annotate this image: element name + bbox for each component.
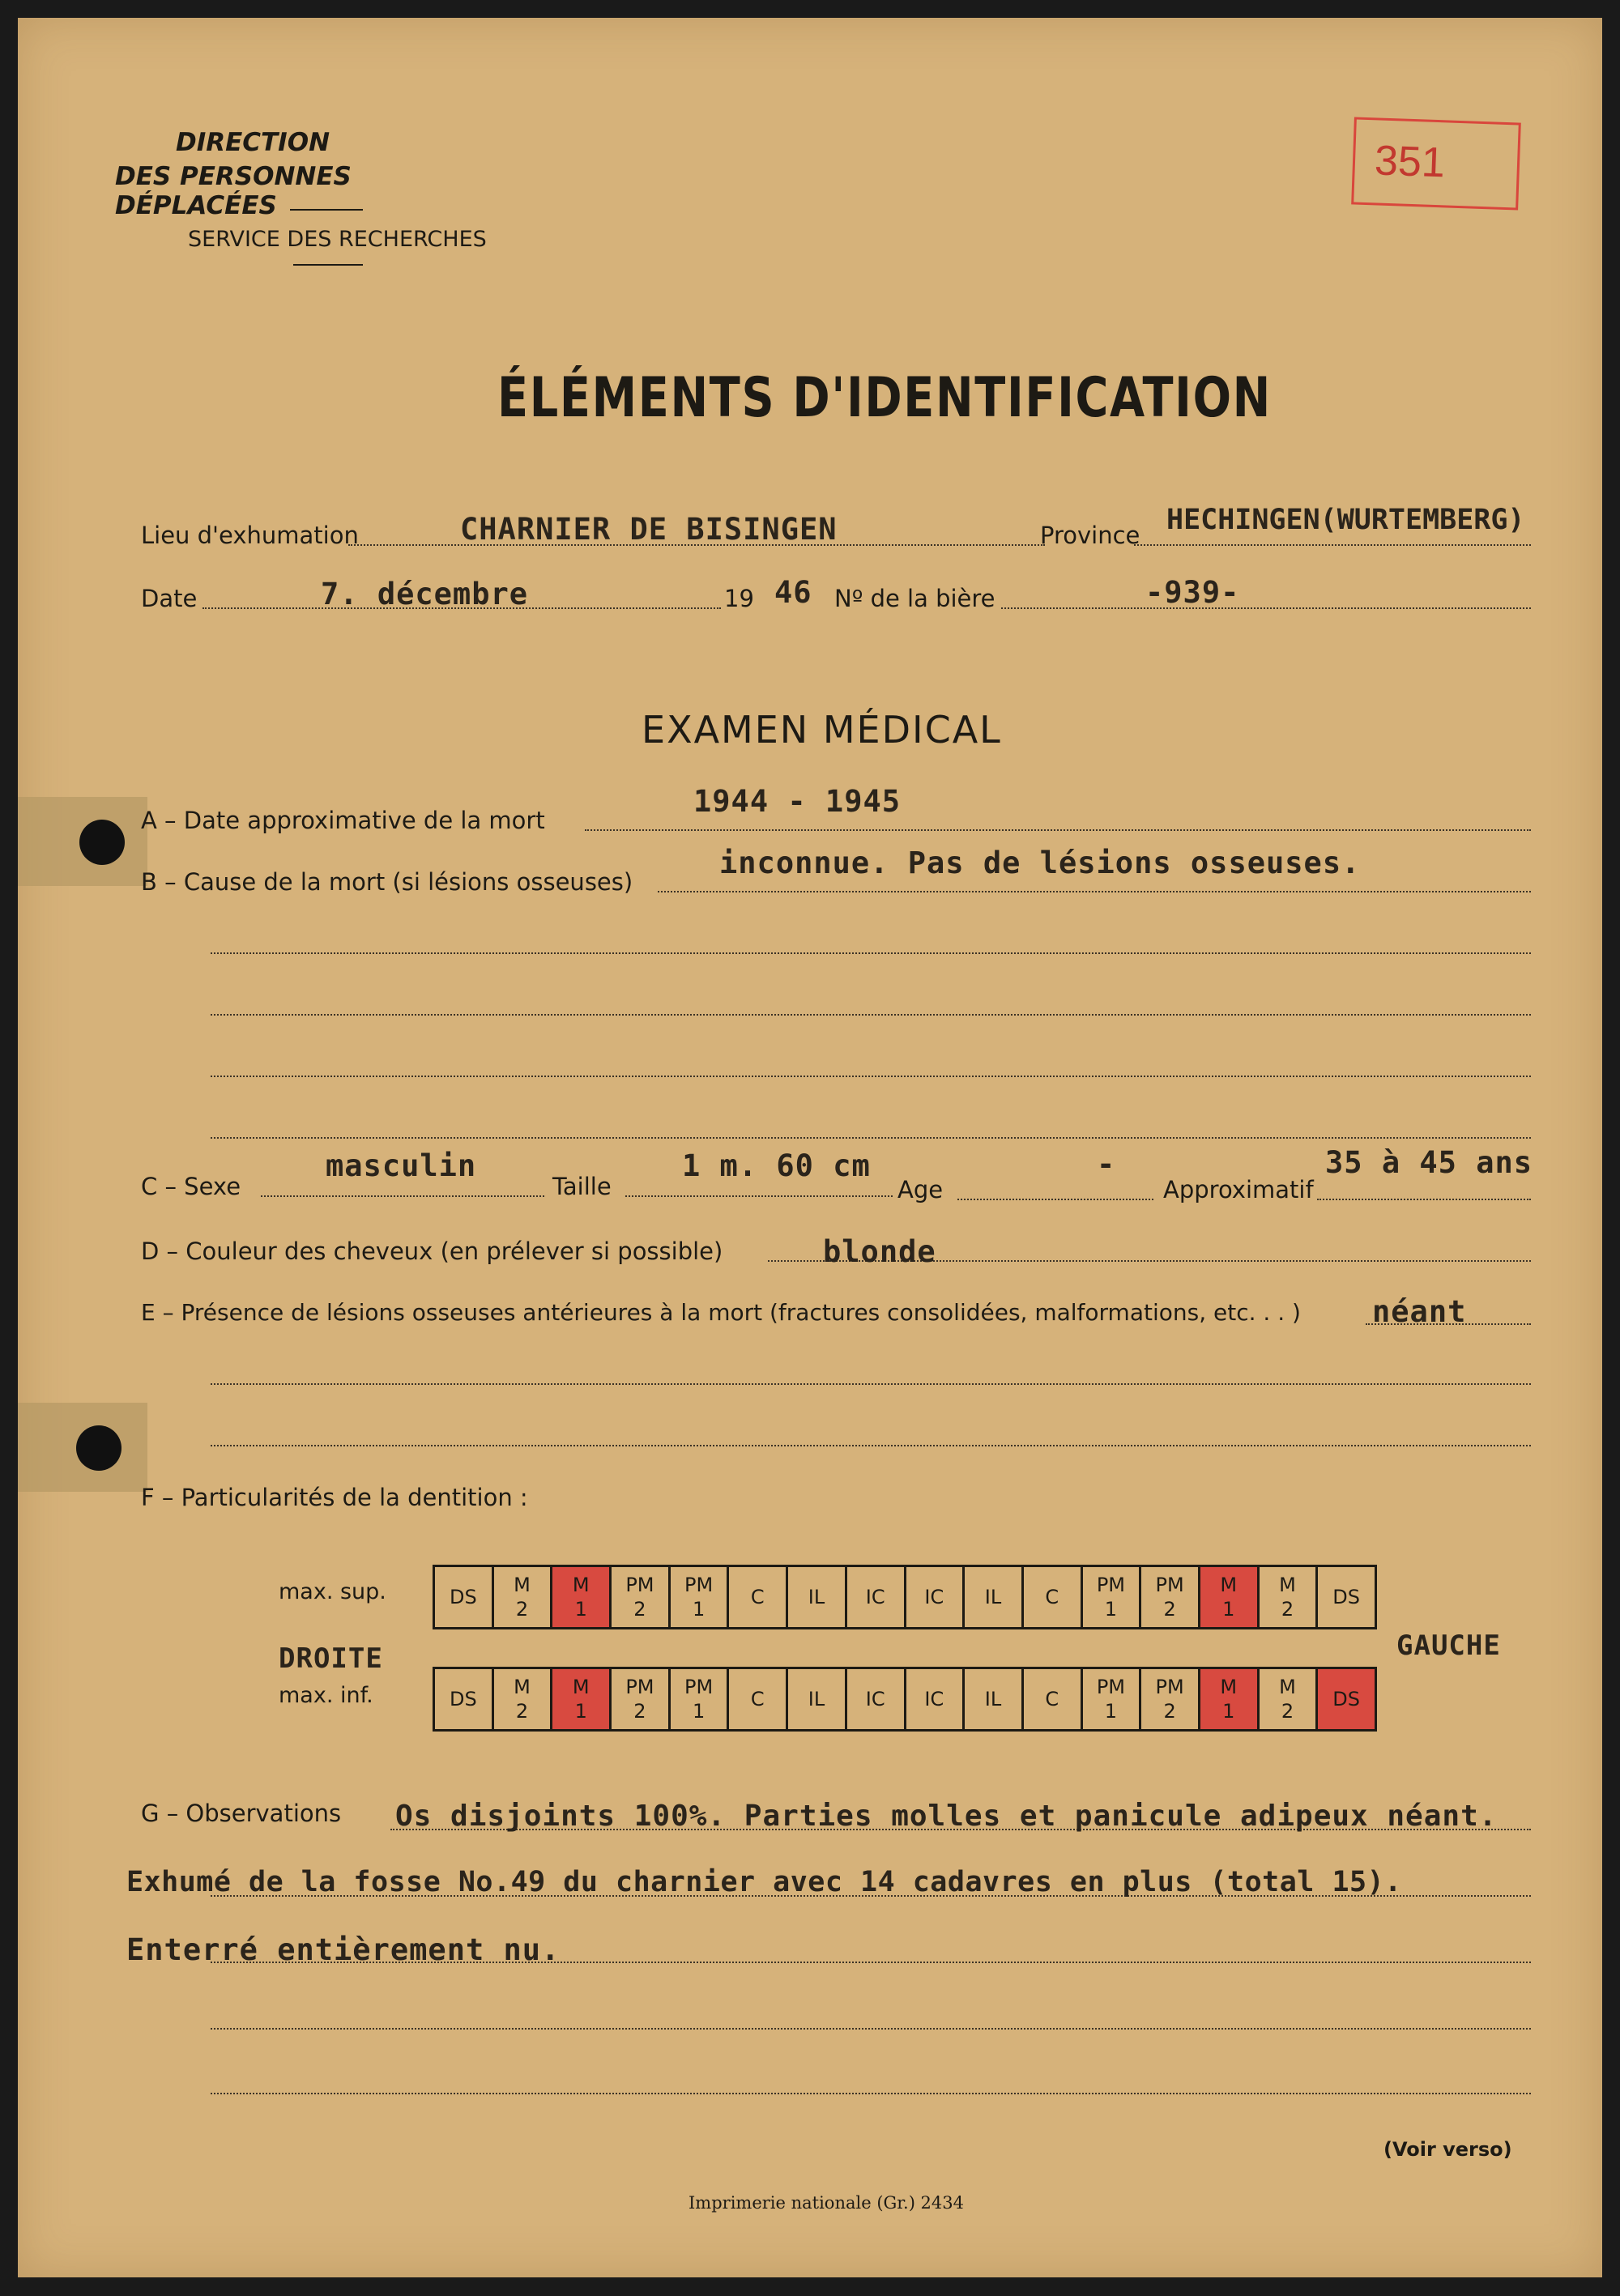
tooth-number: 1 xyxy=(1222,1700,1235,1723)
tooth-code: IC xyxy=(924,1688,944,1710)
a-value: 1944 - 1945 xyxy=(693,784,902,819)
punch-hole-bottom xyxy=(76,1425,122,1471)
tooth-number: 2 xyxy=(1163,1598,1176,1621)
service-label: SERVICE DES RECHERCHES xyxy=(188,227,487,252)
province-label: Province xyxy=(1040,522,1140,549)
e-label: E – Présence de lésions osseuses antérieures à la mort (fractures consolidées, malformations, etc. . . ) xyxy=(141,1299,1301,1326)
lower-tooth-3 xyxy=(552,1669,612,1729)
taille-value: 1 m. 60 cm xyxy=(682,1148,871,1183)
a-line xyxy=(585,829,1531,831)
province-line xyxy=(1134,544,1531,546)
tooth-number: 2 xyxy=(633,1700,646,1723)
exam-title: EXAMEN MÉDICAL xyxy=(642,708,1002,752)
lower-teeth-row xyxy=(433,1667,1377,1732)
tooth-code: C xyxy=(750,1688,765,1710)
tooth-number: 1 xyxy=(1104,1598,1118,1621)
lower-tooth-4 xyxy=(612,1669,671,1729)
taille-line xyxy=(625,1195,893,1197)
tooth-number: 1 xyxy=(574,1700,587,1723)
org-line-1: DIRECTION xyxy=(175,128,330,157)
c-label: C – Sexe xyxy=(141,1173,241,1200)
b-label: B – Cause de la mort (si lésions osseuses) xyxy=(141,868,633,896)
org-line-2: DES PERSONNES DÉPLACÉES xyxy=(115,162,352,220)
upper-tooth-16 xyxy=(1318,1567,1377,1627)
lower-tooth-9 xyxy=(906,1669,966,1729)
b-line xyxy=(658,891,1531,892)
b-extra-line-2 xyxy=(211,1014,1531,1016)
tooth-code: IL xyxy=(808,1688,825,1710)
upper-tooth-7 xyxy=(788,1567,847,1627)
tooth-code: M xyxy=(1220,1676,1238,1698)
file-number: 351 xyxy=(1374,137,1446,187)
upper-tooth-14 xyxy=(1200,1567,1260,1627)
lower-tooth-7 xyxy=(788,1669,847,1729)
g-label: G – Observations xyxy=(141,1800,342,1827)
g-value-line-2: Exhumé de la fosse No.49 du charnier avec 14 cadavres en plus (total 15). xyxy=(126,1866,1402,1898)
age-value: - xyxy=(1097,1147,1116,1182)
e-value: néant xyxy=(1372,1294,1467,1329)
tooth-code: DS xyxy=(1332,1586,1361,1608)
tooth-code: PM xyxy=(625,1676,654,1698)
b-extra-line-3 xyxy=(211,1076,1531,1077)
lower-tooth-1 xyxy=(435,1669,494,1729)
tooth-code: IL xyxy=(808,1586,825,1608)
tooth-number: 2 xyxy=(515,1700,529,1723)
lower-jaw-label: max. inf. xyxy=(279,1683,373,1708)
tooth-code: DS xyxy=(449,1688,477,1710)
tooth-number: 1 xyxy=(574,1598,587,1621)
tooth-code: PM xyxy=(684,1676,714,1698)
tooth-code: M xyxy=(1220,1574,1238,1596)
left-side-label: GAUCHE xyxy=(1396,1629,1501,1662)
upper-tooth-8 xyxy=(847,1567,906,1627)
approx-line xyxy=(1317,1199,1531,1200)
voir-verso-note: (Voir verso) xyxy=(1383,2138,1512,2161)
sexe-value: masculin xyxy=(326,1148,477,1183)
tooth-code: DS xyxy=(1332,1688,1361,1710)
tooth-code: M xyxy=(514,1676,531,1698)
upper-tooth-5 xyxy=(671,1567,730,1627)
tooth-code: PM xyxy=(1096,1676,1125,1698)
biere-label: Nº de la bière xyxy=(834,585,995,612)
taille-label: Taille xyxy=(552,1173,612,1200)
upper-tooth-1 xyxy=(435,1567,494,1627)
printer-imprint: Imprimerie nationale (Gr.) 2434 xyxy=(688,2193,964,2213)
form-sheet xyxy=(18,18,1602,2277)
e-extra-line-1 xyxy=(211,1383,1531,1385)
lower-tooth-5 xyxy=(671,1669,730,1729)
approx-value: 35 à 45 ans xyxy=(1325,1145,1533,1180)
tooth-code: PM xyxy=(1155,1676,1184,1698)
e-extra-line-2 xyxy=(211,1445,1531,1446)
lower-tooth-13 xyxy=(1141,1669,1200,1729)
lower-tooth-11 xyxy=(1024,1669,1083,1729)
upper-tooth-3 xyxy=(552,1567,612,1627)
tooth-number: 2 xyxy=(633,1598,646,1621)
tooth-code: IL xyxy=(984,1688,1002,1710)
lower-tooth-8 xyxy=(847,1669,906,1729)
lower-tooth-6 xyxy=(729,1669,788,1729)
age-line xyxy=(957,1199,1153,1200)
right-side-label: DROITE xyxy=(279,1642,383,1675)
lower-tooth-14 xyxy=(1200,1669,1260,1729)
tooth-code: C xyxy=(1045,1586,1059,1608)
lower-tooth-12 xyxy=(1083,1669,1142,1729)
tooth-number: 2 xyxy=(1163,1700,1176,1723)
year-value: 46 xyxy=(774,575,812,610)
tooth-code: PM xyxy=(1096,1574,1125,1596)
upper-tooth-11 xyxy=(1024,1567,1083,1627)
tooth-number: 1 xyxy=(1222,1598,1235,1621)
tooth-number: 2 xyxy=(1281,1700,1294,1723)
lieu-label: Lieu d'exhumation xyxy=(141,522,359,549)
tooth-number: 2 xyxy=(1281,1598,1294,1621)
lower-tooth-2 xyxy=(494,1669,553,1729)
tooth-code: IC xyxy=(865,1688,885,1710)
tooth-number: 2 xyxy=(515,1598,529,1621)
d-label: D – Couleur des cheveux (en prélever si possible) xyxy=(141,1237,723,1265)
age-label: Age xyxy=(897,1176,944,1203)
tooth-number: 1 xyxy=(692,1598,706,1621)
g-line-4 xyxy=(211,2028,1531,2030)
punch-hole-top xyxy=(79,820,125,865)
biere-value: -939- xyxy=(1145,575,1240,610)
upper-jaw-label: max. sup. xyxy=(279,1579,386,1604)
lower-tooth-16 xyxy=(1318,1669,1377,1729)
g-line-5 xyxy=(211,2093,1531,2094)
tooth-code: PM xyxy=(684,1574,714,1596)
b-extra-line-4 xyxy=(211,1137,1531,1139)
lieu-value: CHARNIER DE BISINGEN xyxy=(460,512,838,547)
a-label: A – Date approximative de la mort xyxy=(141,807,545,834)
tooth-code: IC xyxy=(924,1586,944,1608)
header-rule-2 xyxy=(293,264,363,266)
tooth-code: PM xyxy=(1155,1574,1184,1596)
upper-tooth-4 xyxy=(612,1567,671,1627)
b-value: inconnue. Pas de lésions osseuses. xyxy=(719,846,1361,880)
tooth-code: PM xyxy=(625,1574,654,1596)
tooth-code: M xyxy=(1279,1676,1296,1698)
biere-line xyxy=(1001,607,1531,609)
tooth-code: IC xyxy=(865,1586,885,1608)
upper-teeth-row xyxy=(433,1565,1377,1629)
tooth-number: 1 xyxy=(1104,1700,1118,1723)
tooth-code: M xyxy=(572,1574,590,1596)
header-rule-1 xyxy=(290,209,363,211)
upper-tooth-2 xyxy=(494,1567,553,1627)
approx-label: Approximatif xyxy=(1163,1176,1314,1203)
tooth-code: IL xyxy=(984,1586,1002,1608)
tooth-code: M xyxy=(514,1574,531,1596)
tooth-code: M xyxy=(572,1676,590,1698)
upper-tooth-13 xyxy=(1141,1567,1200,1627)
sexe-line xyxy=(261,1195,544,1197)
upper-tooth-12 xyxy=(1083,1567,1142,1627)
tooth-number: 1 xyxy=(692,1700,706,1723)
g-value-line-3: Enterré entièrement nu. xyxy=(126,1932,561,1967)
tooth-code: M xyxy=(1279,1574,1296,1596)
lower-tooth-10 xyxy=(965,1669,1024,1729)
province-value: HECHINGEN(WURTEMBERG) xyxy=(1166,504,1525,536)
upper-tooth-15 xyxy=(1260,1567,1319,1627)
g-value-line-1: Os disjoints 100%. Parties molles et panicule adipeux néant. xyxy=(395,1800,1498,1833)
year-prefix: 19 xyxy=(724,585,754,612)
d-value: blonde xyxy=(823,1234,936,1269)
tooth-code: C xyxy=(750,1586,765,1608)
upper-tooth-9 xyxy=(906,1567,966,1627)
date-value: 7. décembre xyxy=(321,577,529,611)
tooth-code: C xyxy=(1045,1688,1059,1710)
lower-tooth-15 xyxy=(1260,1669,1319,1729)
date-label: Date xyxy=(141,585,198,612)
page-title: ÉLÉMENTS D'IDENTIFICATION xyxy=(497,366,1272,430)
b-extra-line-1 xyxy=(211,952,1531,954)
upper-tooth-10 xyxy=(965,1567,1024,1627)
file-number-stamp xyxy=(1351,117,1521,210)
f-label: F – Particularités de la dentition : xyxy=(141,1484,528,1511)
tooth-code: DS xyxy=(449,1586,477,1608)
upper-tooth-6 xyxy=(729,1567,788,1627)
